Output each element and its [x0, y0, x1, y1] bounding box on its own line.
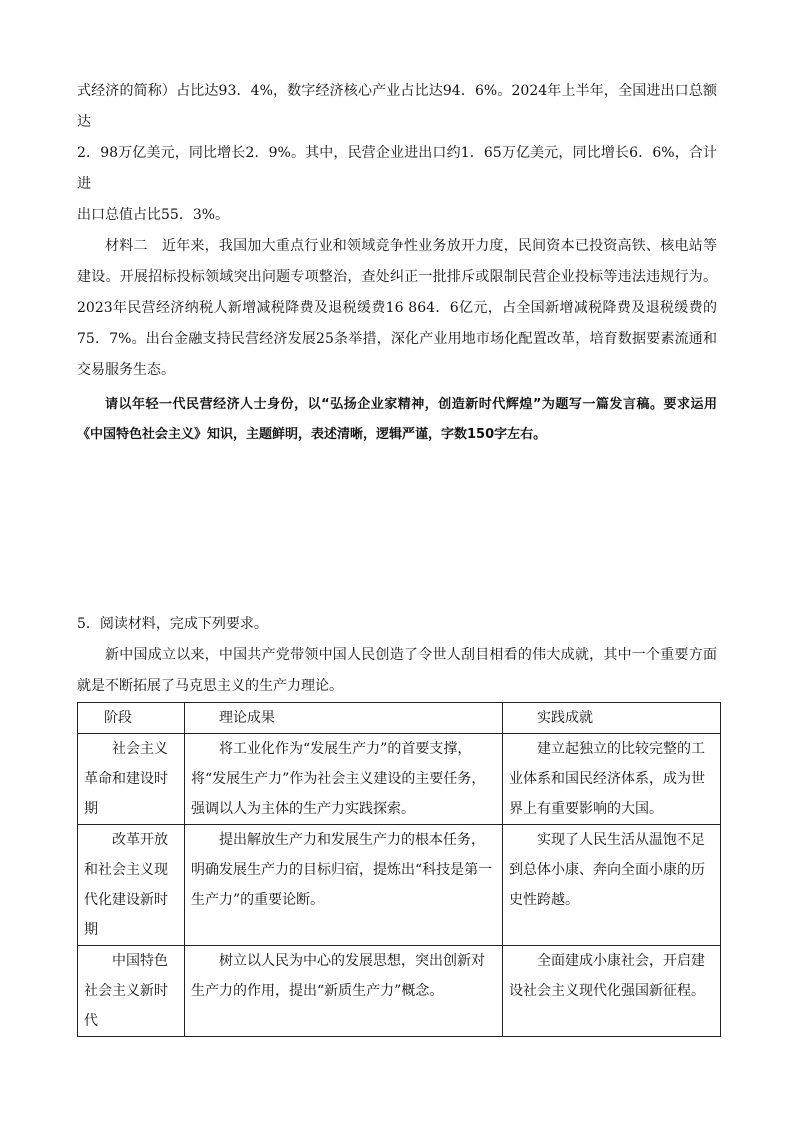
- productivity-table: [77, 702, 721, 1037]
- row-theory: 将工业化作为“发展生产力”的首要支撑，将“发展生产力”作为社会主义建设的主要任务，强调以人为主体的生产力实践探索。: [185, 734, 503, 825]
- header-practice: 实践成就: [503, 703, 721, 734]
- material1-line1: 式经济的简称）占比达93．4%，数字经济核心产业占比达94．6%。2024年上半年，全国进出口总额达: [77, 83, 717, 130]
- material1-line2: 2．98万亿美元，同比增长2．9%。其中，民营企业进出口约1．65万亿美元，同比增长6．6%，合计进: [77, 145, 717, 192]
- question-5: [77, 609, 717, 1037]
- question-5-heading: 5．阅读材料，完成下列要求。: [77, 616, 268, 632]
- table-row: [78, 825, 721, 946]
- header-theory: 理论成果: [185, 703, 503, 734]
- row-practice: 建立起独立的比较完整的工业体系和国民经济体系，成为世界上有重要影响的大国。: [503, 734, 721, 825]
- row-theory: 树立以人民为中心的发展思想，突出创新对生产力的作用，提出“新质生产力”概念。: [185, 946, 503, 1037]
- table-row: [78, 734, 721, 825]
- row-theory: 提出解放生产力和发展生产力的根本任务，明确发展生产力的目标归宿，提炼出“科技是第一生产力”的重要论断。: [185, 825, 503, 946]
- material2-paragraph: 材料二 近年来，我国加大重点行业和领域竞争性业务放开力度，民间资本已投资高铁、核电站等建设。开展招标投标领域突出问题专项整治，查处纠正一批排斥或限制民营企业投标等违法违规行为。2023年民营经济纳税人新增减税降费及退税缓费16 864．6亿元，占全国新增减税降费及退税缓费的75．7%。出台金融支持民营经济发展25条举措，深化产业用地市场化配置改革，培育数据要素流通和交易服务生态。: [77, 238, 717, 378]
- table-header-row: [78, 703, 721, 734]
- question-5-intro: 新中国成立以来，中国共产党带领中国人民创造了令世人刮目相看的伟大成就，其中一个重要方面就是不断拓展了马克思主义的生产力理论。: [77, 647, 717, 694]
- row-stage: 改革开放和社会主义现代化建设新时期: [78, 825, 185, 946]
- row-practice: 全面建成小康社会，开启建设社会主义现代化强国新征程。: [503, 946, 721, 1037]
- task-prompt: 请以年轻一代民营经济人士身份，以“弘扬企业家精神，创造新时代辉煌”为题写一篇发言稿。要求运用《中国特色社会主义》知识，主题鲜明，表述清晰，逻辑严谨，字数150字左右。: [77, 397, 717, 442]
- material-section: [77, 76, 717, 450]
- row-stage: 中国特色社会主义新时代: [78, 946, 185, 1037]
- row-stage: 社会主义革命和建设时期: [78, 734, 185, 825]
- table-row: [78, 946, 721, 1037]
- header-stage: 阶段: [78, 703, 185, 734]
- material1-line3: 出口总值占比55．3%。: [77, 207, 230, 223]
- row-practice: 实现了人民生活从温饱不足到总体小康、奔向全面小康的历史性跨越。: [503, 825, 721, 946]
